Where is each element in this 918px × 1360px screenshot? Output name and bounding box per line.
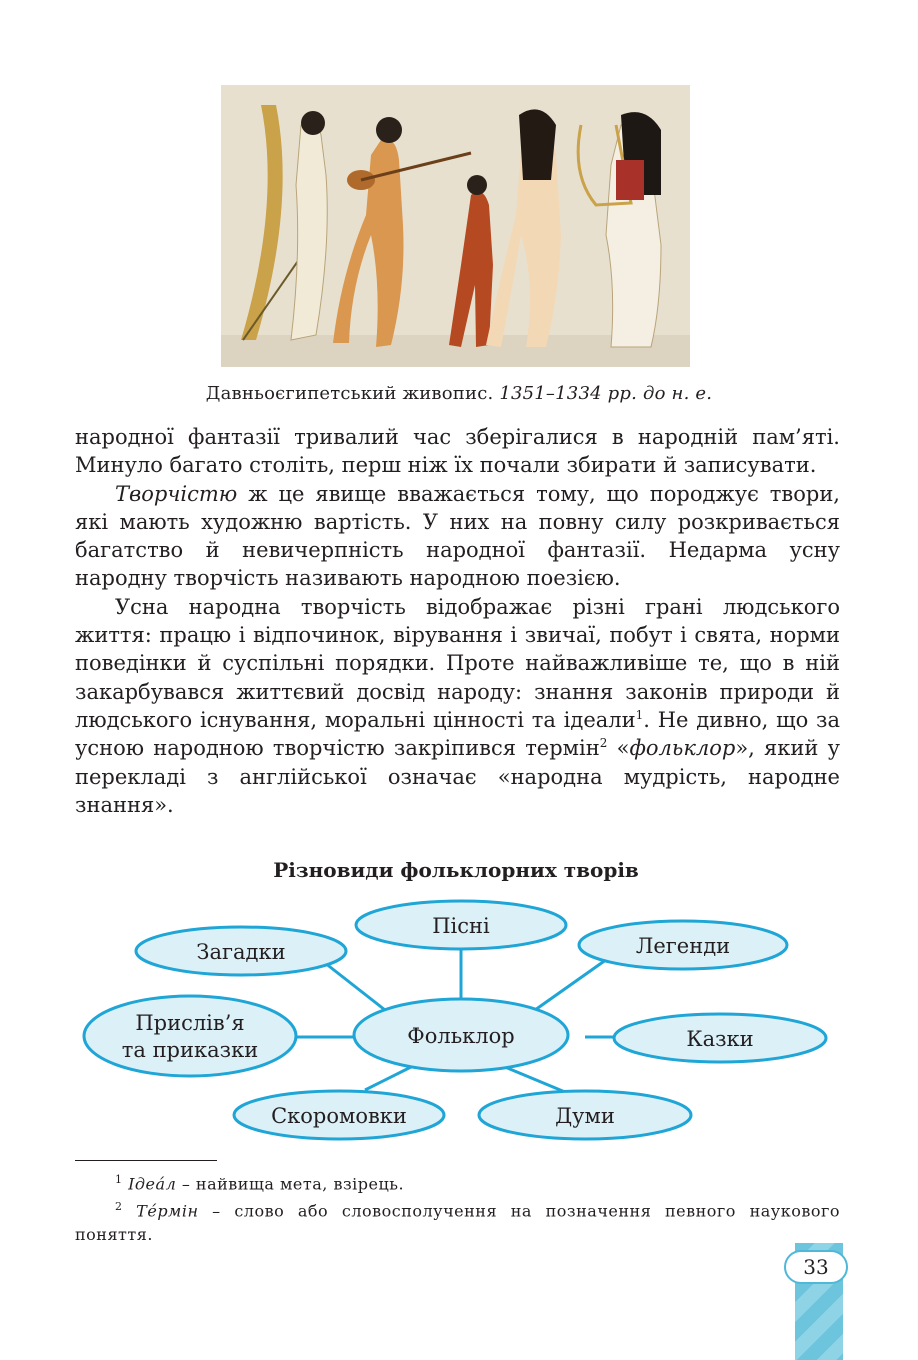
label-prysliv-line2: та приказки [121, 1038, 259, 1062]
paragraph-3-part-d: », який у перекладі з англійської означає «народна мудрість, народне знання». [75, 736, 840, 817]
footnote-1 [75, 1168, 840, 1195]
main-text [75, 423, 840, 819]
label-skoromovky: Скоромовки [271, 1104, 407, 1128]
footnote-divider [75, 1160, 217, 1161]
footnote-1-text: – найвища мета, взірець. [176, 1174, 405, 1194]
label-prysliv-line1: Прислів’я [135, 1011, 245, 1035]
footnote-ref-1[interactable]: 1 [635, 707, 644, 722]
label-dumy: Думи [555, 1104, 615, 1128]
caption-text: Давньоєгипетський живопис. [205, 383, 494, 404]
footnote-2-number: 2 [115, 1200, 123, 1214]
label-center-folklore: Фольклор [407, 1024, 515, 1048]
paragraph-3-part-c: « [607, 736, 630, 761]
paragraph-2-emphasis: Творчістю [115, 481, 238, 506]
footnote-2-text: – слово або словосполучення на позначення певного наукового поняття. [75, 1201, 840, 1244]
paragraph-3-part-b: . Не дивно, що за усною народною творчістю закріпився термін [75, 707, 840, 761]
diagram-heading: Різновиди фольклорних творів [273, 858, 639, 882]
paragraph-1: народної фантазії тривалий час зберігалися в народній пам’яті. Минуло багато століть, перш ніж їх почали збирати й записувати. [75, 425, 840, 478]
paragraph-3 [75, 593, 840, 819]
paragraph-2-text: ж це явище вважається тому, що породжує твори, які мають художню вартість. У них на повну силу розкривається багатство й невичерпність народної фантазії. Недарма усну народну творчість називають народною поезією. [75, 481, 840, 591]
paragraph-3-part-a: Усна народна творчість відображає різні грані людського життя: працю і відпочинок, вірування і звичаї, побут і свята, норми поведінки й суспільні порядки. Проте найважливіше те, що в ній закарбувався життєвий досвід народу: знання законів природи й людського існування, моральні цінності та ідеали [75, 594, 840, 732]
label-lehendy: Легенди [635, 934, 731, 958]
folklore-diagram [75, 895, 835, 1145]
paragraph-2 [75, 480, 840, 593]
label-kazky: Казки [686, 1027, 754, 1051]
page-number: 33 [784, 1250, 848, 1284]
label-zahadky: Загадки [196, 940, 286, 964]
caption-date: 1351–1334 рр. до н. е. [499, 383, 713, 404]
egyptian-painting-image [221, 85, 690, 367]
label-pisni: Пісні [432, 914, 490, 938]
footnote-1-number: 1 [115, 1173, 123, 1186]
footnotes [75, 1168, 840, 1246]
node-prysliv [84, 996, 296, 1076]
term-folklore: фольклор [629, 736, 736, 761]
image-caption [0, 383, 918, 404]
footnote-2 [75, 1195, 840, 1245]
footnote-2-term: Те́рмін [136, 1201, 199, 1221]
footnote-ref-2[interactable]: 2 [599, 736, 608, 751]
footnote-1-term: Ідеа́л [128, 1174, 177, 1194]
